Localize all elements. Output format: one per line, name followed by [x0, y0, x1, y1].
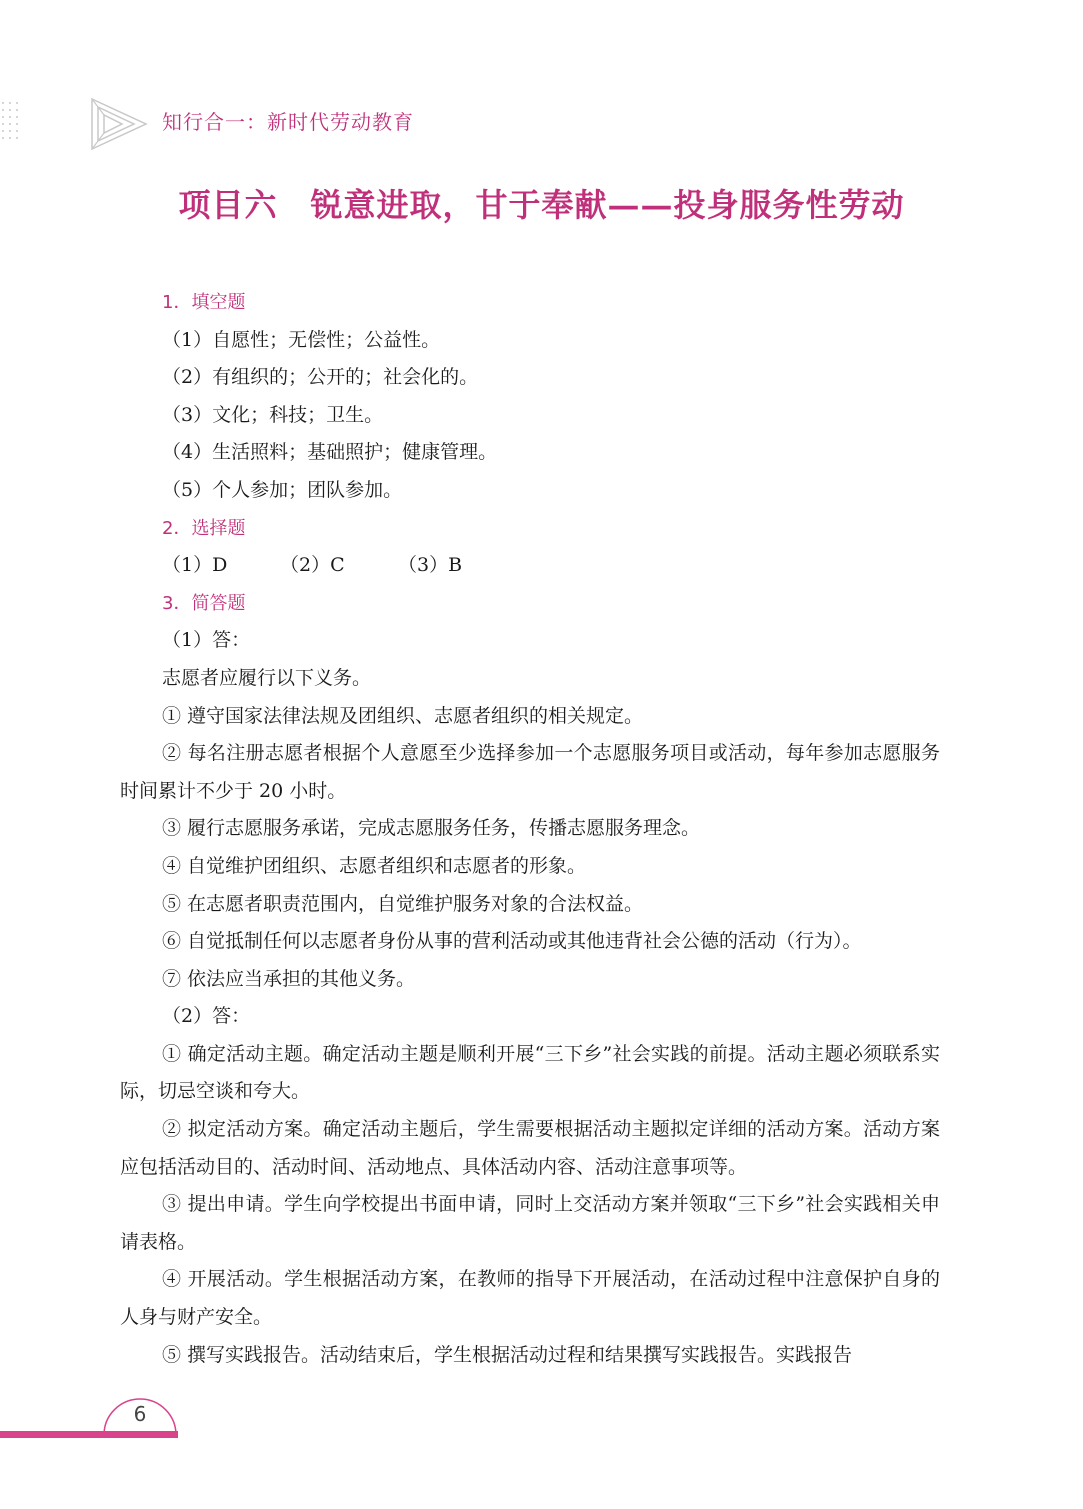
q1-item: ④ 自觉维护团组织、志愿者组织和志愿者的形象。: [162, 854, 587, 877]
q1-item: ① 遵守国家法律法规及团组织、志愿者组织的相关规定。: [162, 704, 644, 727]
q2-item: ④ 开展活动。学生根据活动方案，在教师的指导下开展活动，在活动过程中注意保护自身的人身与财产安全。: [120, 1268, 940, 1329]
section-heading-short-answer: 3．简答题: [162, 592, 246, 614]
decorative-dots: [0, 100, 30, 142]
fill-blank-answer: （4）生活照料；基础照护；健康管理。: [162, 441, 498, 464]
choice-answer: （2）C: [280, 554, 345, 577]
q1-item: ⑦ 依法应当承担的其他义务。: [162, 967, 416, 990]
q2-item: ① 确定活动主题。确定活动主题是顺利开展“三下乡”社会实践的前提。活动主题必须联系实际，切忌空谈和夸大。: [120, 1042, 940, 1103]
page-footer-bar: [0, 1431, 178, 1438]
fill-blank-answer: （2）有组织的；公开的；社会化的。: [162, 366, 479, 389]
q1-item: ③ 履行志愿服务承诺，完成志愿服务任务，传播志愿服务理念。: [162, 817, 701, 840]
choice-answer: （3）B: [398, 554, 463, 577]
q1-item: ⑥ 自觉抵制任何以志愿者身份从事的营利活动或其他违背社会公德的活动（行为）。: [162, 930, 862, 953]
answer-content: [120, 284, 940, 1374]
section-heading-choice: 2．选择题: [162, 517, 246, 539]
book-logo-icon: [90, 97, 150, 152]
fill-blank-answer: （1）自愿性；无偿性；公益性。: [162, 328, 441, 351]
book-title: 知行合一：新时代劳动教育: [162, 110, 414, 134]
q2-item: ② 拟定活动方案。确定活动主题后，学生需要根据活动主题拟定详细的活动方案。活动方案应包括活动目的、活动时间、活动地点、具体活动内容、活动注意事项等。: [120, 1118, 940, 1178]
q1-item: ② 每名注册志愿者根据个人意愿至少选择参加一个志愿服务项目或活动，每年参加志愿服务时间累计不少于 20 小时。: [120, 742, 940, 802]
fill-blank-answer: （3）文化；科技；卫生。: [162, 403, 384, 426]
choice-answer: （1）D: [162, 554, 228, 577]
q1-intro: 志愿者应履行以下义务。: [162, 666, 372, 689]
fill-blank-answer: （5）个人参加；团队参加。: [162, 478, 403, 501]
q2-item: ③ 提出申请。学生向学校提出书面申请，同时上交活动方案并领取“三下乡”社会实践相关申请表格。: [120, 1193, 940, 1253]
choice-answers: [120, 547, 940, 585]
page-number: 6: [133, 1402, 147, 1426]
section-heading-fill-blank: 1．填空题: [162, 292, 246, 313]
q1-item: ⑤ 在志愿者职责范围内，自觉维护服务对象的合法权益。: [162, 892, 644, 915]
q1-label: （1）答：: [162, 629, 251, 652]
q2-label: （2）答：: [162, 1005, 251, 1028]
q2-item: ⑤ 撰写实践报告。活动结束后，学生根据活动过程和结果撰写实践报告。实践报告: [162, 1343, 853, 1366]
page-title: 项目六 锐意进取，甘于奉献——投身服务性劳动: [178, 186, 905, 224]
